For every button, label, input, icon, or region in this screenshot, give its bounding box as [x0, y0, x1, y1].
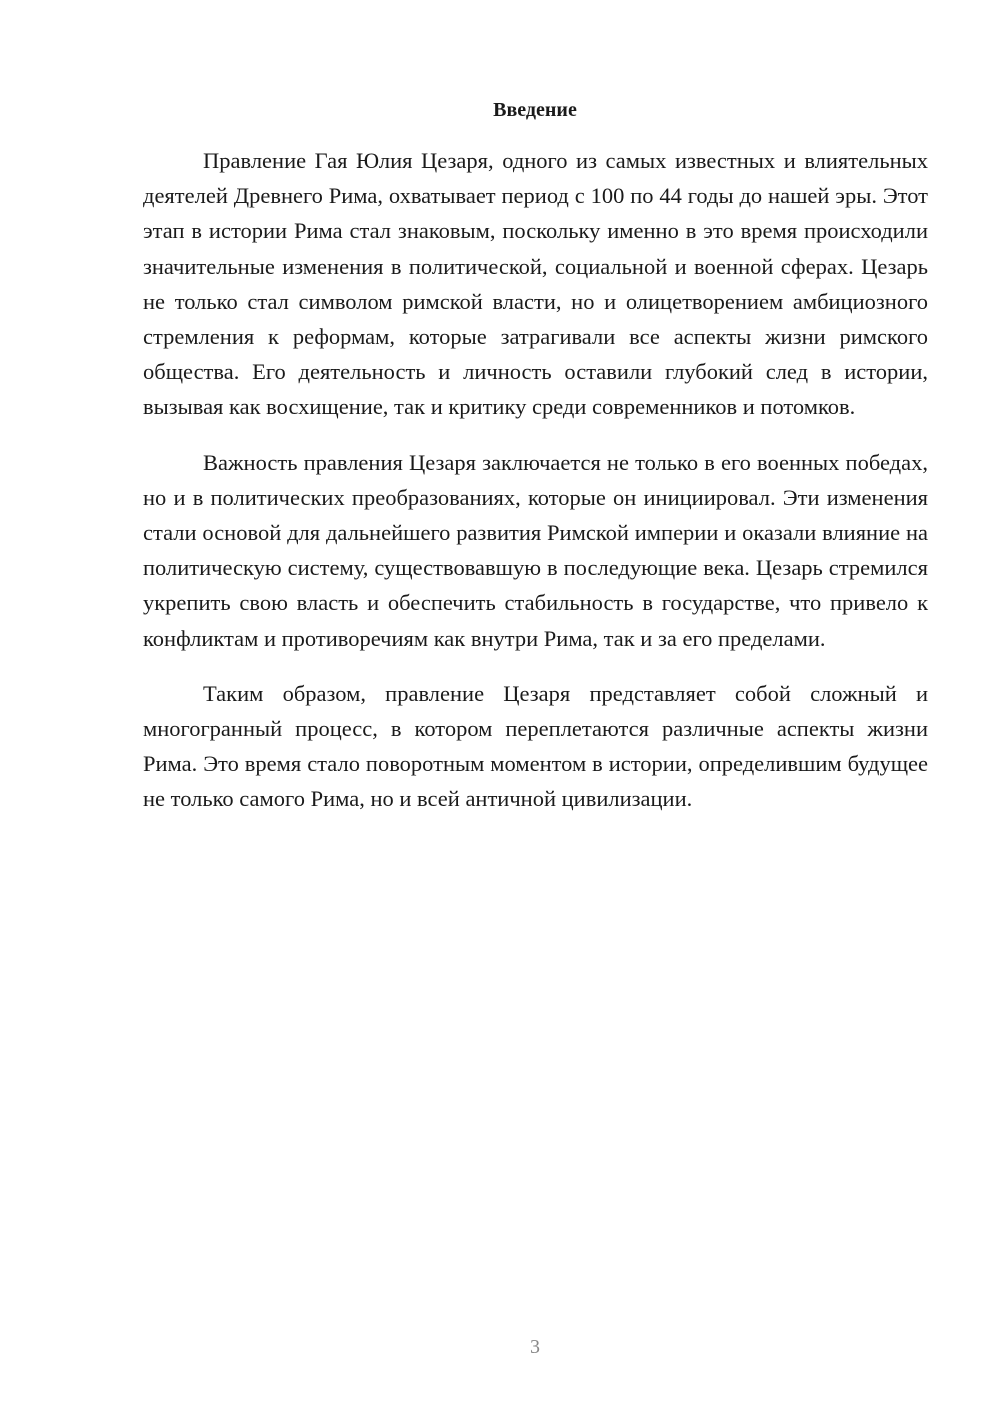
document-body: [143, 143, 928, 817]
paragraph-2: Важность правления Цезаря заключается не только в его военных победах, но и в политических преобразованиях, которые он инициировал. Эти изменения стали основой для дальнейшего развития Римской империи и оказали влияние на политическую систему, существовавшую в последующие века. Цезарь стремился укрепить свою власть и обеспечить стабильность в государстве, что привело к конфликтам и противоречиям как внутри Рима, так и за его пределами.: [143, 449, 928, 651]
section-heading: Введение: [493, 99, 577, 121]
paragraph-3: Таким образом, правление Цезаря представляет собой сложный и многогранный процесс, в котором переплетаются различные аспекты жизни Рима. Это время стало поворотным моментом в истории, определившим будущее не только самого Рима, но и всей античной цивилизации.: [143, 680, 928, 812]
page-number: 3: [530, 1336, 540, 1358]
paragraph-1: Правление Гая Юлия Цезаря, одного из самых известных и влиятельных деятелей Древнего Рима, охватывает период с 100 по 44 годы до нашей эры. Этот этап в истории Рима стал знаковым, поскольку именно в это время происходили значительные изменения в политической, социальной и военной сферах. Цезарь не только стал символом римской власти, но и олицетворением амбициозного стремления к реформам, которые затрагивали все аспекты жизни римского общества. Его деятельность и личность оставили глубокий след в истории, вызывая как восхищение, так и критику среди современников и потомков.: [143, 148, 928, 420]
